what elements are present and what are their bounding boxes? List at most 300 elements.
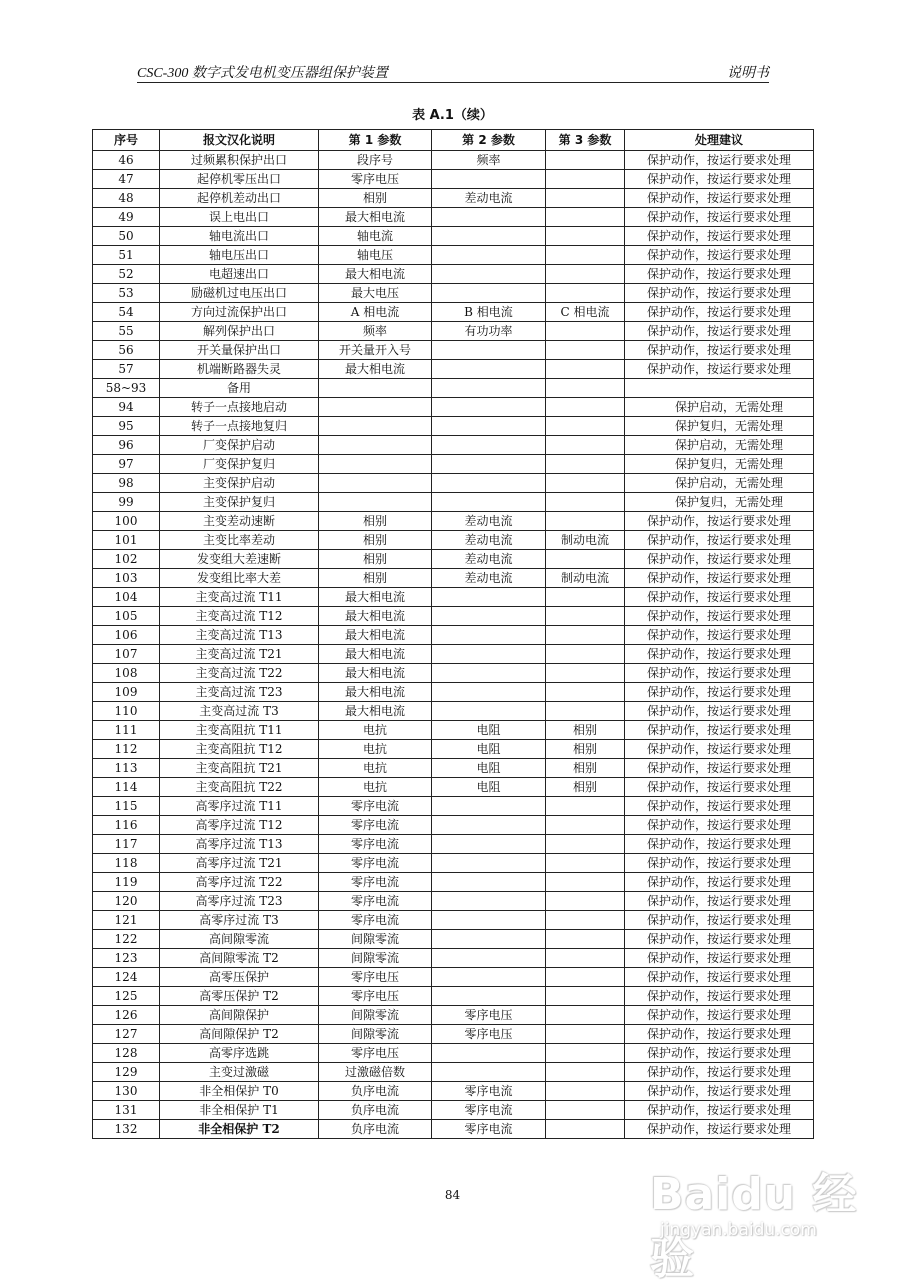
table-row [93,683,814,702]
cell-index: 113 [93,759,160,778]
cell-param3 [546,360,625,379]
table-row [93,1044,814,1063]
message-table [92,129,814,1139]
cell-index: 115 [93,797,160,816]
cell-param1: 零序电压 [319,170,432,189]
cell-param3: C 相电流 [546,303,625,322]
cell-description: 方向过流保护出口 [160,303,319,322]
cell-description: 转子一点接地复归 [160,417,319,436]
cell-suggestion: 保护动作，按运行要求处理 [625,626,814,645]
cell-param3 [546,645,625,664]
cell-index: 120 [93,892,160,911]
cell-index: 53 [93,284,160,303]
cell-param1: 相别 [319,512,432,531]
cell-param2 [432,246,546,265]
cell-param2: 零序电流 [432,1101,546,1120]
cell-description: 机端断路器失灵 [160,360,319,379]
cell-param2 [432,1044,546,1063]
table-row [93,379,814,398]
cell-suggestion: 保护动作，按运行要求处理 [625,816,814,835]
table-row [93,1063,814,1082]
cell-suggestion: 保护动作，按运行要求处理 [625,322,814,341]
cell-param3 [546,626,625,645]
cell-param2 [432,1063,546,1082]
cell-index: 112 [93,740,160,759]
cell-description: 励磁机过电压出口 [160,284,319,303]
cell-description: 厂变保护启动 [160,436,319,455]
cell-index: 98 [93,474,160,493]
cell-param3 [546,930,625,949]
cell-description: 过频累积保护出口 [160,151,319,170]
cell-suggestion: 保护动作，按运行要求处理 [625,987,814,1006]
table-row [93,227,814,246]
cell-param3 [546,455,625,474]
table-body [93,151,814,1139]
cell-description: 主变保护复归 [160,493,319,512]
cell-param2 [432,949,546,968]
cell-param2 [432,379,546,398]
table-row [93,170,814,189]
col-header-index: 序号 [93,130,160,151]
cell-param1: 过激磁倍数 [319,1063,432,1082]
cell-index: 110 [93,702,160,721]
cell-param2 [432,265,546,284]
cell-param1: 相别 [319,550,432,569]
cell-param3: 相别 [546,721,625,740]
table-header-row [93,130,814,151]
cell-description: 高间隙零流 T2 [160,949,319,968]
cell-description: 高零序过流 T23 [160,892,319,911]
cell-index: 125 [93,987,160,1006]
table-row [93,588,814,607]
cell-param1: 最大相电流 [319,588,432,607]
cell-description: 主变比率差动 [160,531,319,550]
cell-description: 主变高过流 T22 [160,664,319,683]
cell-param2 [432,588,546,607]
cell-param2: 零序电流 [432,1082,546,1101]
cell-param1: 最大相电流 [319,265,432,284]
table-row [93,474,814,493]
cell-suggestion: 保护动作，按运行要求处理 [625,1082,814,1101]
cell-param3 [546,550,625,569]
cell-index: 48 [93,189,160,208]
cell-index: 132 [93,1120,160,1139]
cell-suggestion: 保护动作，按运行要求处理 [625,170,814,189]
cell-param2: 电阻 [432,759,546,778]
cell-index: 123 [93,949,160,968]
cell-param1: 零序电流 [319,816,432,835]
cell-suggestion: 保护复归，无需处理 [625,455,814,474]
cell-suggestion: 保护动作，按运行要求处理 [625,512,814,531]
cell-index: 49 [93,208,160,227]
col-header-param1: 第 1 参数 [319,130,432,151]
cell-suggestion: 保护动作，按运行要求处理 [625,303,814,322]
cell-description: 高间隙保护 T2 [160,1025,319,1044]
cell-param3 [546,968,625,987]
cell-param2: B 相电流 [432,303,546,322]
cell-suggestion: 保护启动，无需处理 [625,436,814,455]
cell-param1 [319,417,432,436]
cell-param3 [546,702,625,721]
table-row [93,987,814,1006]
cell-index: 94 [93,398,160,417]
cell-param2 [432,170,546,189]
cell-param1: 最大相电流 [319,683,432,702]
cell-index: 101 [93,531,160,550]
cell-param2 [432,474,546,493]
table-row [93,930,814,949]
cell-param2 [432,398,546,417]
cell-suggestion: 保护复归，无需处理 [625,417,814,436]
cell-index: 99 [93,493,160,512]
cell-param1 [319,398,432,417]
cell-param1: 负序电流 [319,1101,432,1120]
table-row [93,398,814,417]
cell-index: 104 [93,588,160,607]
table-row [93,512,814,531]
cell-index: 128 [93,1044,160,1063]
cell-index: 124 [93,968,160,987]
cell-param1: 电抗 [319,778,432,797]
cell-param2 [432,873,546,892]
table-row [93,721,814,740]
table-row [93,1006,814,1025]
table-row [93,303,814,322]
cell-param3 [546,816,625,835]
table-row [93,322,814,341]
cell-description: 主变差动速断 [160,512,319,531]
cell-param3 [546,322,625,341]
cell-suggestion: 保护动作，按运行要求处理 [625,246,814,265]
cell-description: 厂变保护复归 [160,455,319,474]
cell-description: 高间隙保护 [160,1006,319,1025]
table-title: 表 A.1（续） [412,108,493,123]
cell-index: 102 [93,550,160,569]
cell-description: 主变高阻抗 T12 [160,740,319,759]
cell-param1 [319,455,432,474]
cell-param3 [546,341,625,360]
cell-suggestion: 保护动作，按运行要求处理 [625,759,814,778]
cell-description: 非全相保护 T0 [160,1082,319,1101]
cell-param1 [319,493,432,512]
cell-suggestion: 保护动作，按运行要求处理 [625,284,814,303]
cell-suggestion: 保护启动，无需处理 [625,398,814,417]
cell-description: 发变组大差速断 [160,550,319,569]
cell-param1: 电抗 [319,759,432,778]
cell-param2 [432,455,546,474]
table-row [93,873,814,892]
cell-description: 主变高阻抗 T22 [160,778,319,797]
table-row [93,1101,814,1120]
col-header-param3: 第 3 参数 [546,130,625,151]
cell-param3 [546,949,625,968]
cell-param3 [546,246,625,265]
col-header-description: 报文汉化说明 [160,130,319,151]
table-row [93,740,814,759]
cell-param2: 电阻 [432,740,546,759]
cell-index: 97 [93,455,160,474]
cell-description: 非全相保护 T2 [160,1120,319,1139]
cell-suggestion: 保护动作，按运行要求处理 [625,949,814,968]
cell-param1: 间隙零流 [319,930,432,949]
cell-param2 [432,702,546,721]
cell-description: 主变高过流 T21 [160,645,319,664]
cell-param2 [432,835,546,854]
cell-param2 [432,968,546,987]
cell-suggestion: 保护动作，按运行要求处理 [625,721,814,740]
cell-param3 [546,170,625,189]
cell-param1: 电抗 [319,740,432,759]
cell-suggestion: 保护动作，按运行要求处理 [625,1063,814,1082]
cell-index: 109 [93,683,160,702]
table-row [93,968,814,987]
cell-param2 [432,360,546,379]
table-row [93,949,814,968]
cell-index: 122 [93,930,160,949]
cell-description: 轴电流出口 [160,227,319,246]
cell-index: 126 [93,1006,160,1025]
cell-param2: 差动电流 [432,512,546,531]
cell-param2 [432,227,546,246]
cell-suggestion: 保护动作，按运行要求处理 [625,151,814,170]
cell-param3 [546,1120,625,1139]
cell-param3 [546,1101,625,1120]
table-row [93,417,814,436]
cell-param2 [432,626,546,645]
cell-index: 56 [93,341,160,360]
table-row [93,816,814,835]
cell-suggestion [625,379,814,398]
cell-param2: 差动电流 [432,569,546,588]
cell-description: 主变高阻抗 T11 [160,721,319,740]
cell-param2 [432,664,546,683]
cell-description: 高零压保护 T2 [160,987,319,1006]
cell-param3 [546,1082,625,1101]
cell-index: 100 [93,512,160,531]
table-row [93,607,814,626]
cell-param1: 零序电流 [319,854,432,873]
cell-suggestion: 保护动作，按运行要求处理 [625,607,814,626]
cell-param3 [546,588,625,607]
table-row [93,208,814,227]
table-row [93,911,814,930]
cell-suggestion: 保护动作，按运行要求处理 [625,208,814,227]
table-row [93,1082,814,1101]
cell-param1 [319,379,432,398]
cell-index: 114 [93,778,160,797]
cell-param1: 零序电流 [319,797,432,816]
cell-param3 [546,607,625,626]
cell-suggestion: 保护动作，按运行要求处理 [625,341,814,360]
cell-param1: 负序电流 [319,1120,432,1139]
cell-param2: 有功功率 [432,322,546,341]
cell-index: 131 [93,1101,160,1120]
cell-description: 解列保护出口 [160,322,319,341]
cell-param2: 零序电流 [432,1120,546,1139]
cell-suggestion: 保护动作，按运行要求处理 [625,1101,814,1120]
cell-index: 127 [93,1025,160,1044]
col-header-suggestion: 处理建议 [625,130,814,151]
cell-description: 轴电压出口 [160,246,319,265]
cell-suggestion: 保护启动，无需处理 [625,474,814,493]
cell-param3 [546,1006,625,1025]
table-row [93,1120,814,1139]
cell-description: 高零压保护 [160,968,319,987]
cell-param1: 零序电流 [319,873,432,892]
cell-param1: 最大相电流 [319,208,432,227]
cell-description: 主变保护启动 [160,474,319,493]
cell-description: 主变高过流 T23 [160,683,319,702]
cell-description: 起停机零压出口 [160,170,319,189]
table-row [93,835,814,854]
watermark-brand: Baidu 经验 [650,1169,858,1284]
cell-suggestion: 保护动作，按运行要求处理 [625,778,814,797]
cell-param2 [432,892,546,911]
cell-param3 [546,512,625,531]
cell-description: 高零序过流 T11 [160,797,319,816]
cell-param3 [546,854,625,873]
cell-param3: 相别 [546,740,625,759]
cell-param1: 轴电压 [319,246,432,265]
cell-param1: 零序电流 [319,892,432,911]
cell-description: 高零序过流 T21 [160,854,319,873]
cell-param2 [432,816,546,835]
cell-param3 [546,208,625,227]
cell-suggestion: 保护动作，按运行要求处理 [625,797,814,816]
cell-param2 [432,987,546,1006]
cell-suggestion: 保护动作，按运行要求处理 [625,835,814,854]
cell-suggestion: 保护动作，按运行要求处理 [625,740,814,759]
cell-param1: 零序电流 [319,911,432,930]
cell-description: 转子一点接地启动 [160,398,319,417]
cell-param1: 相别 [319,531,432,550]
cell-description: 起停机差动出口 [160,189,319,208]
cell-param1: 开关量开入号 [319,341,432,360]
cell-index: 117 [93,835,160,854]
table-row [93,151,814,170]
cell-param2 [432,417,546,436]
cell-param1 [319,436,432,455]
cell-suggestion: 保护动作，按运行要求处理 [625,550,814,569]
cell-index: 51 [93,246,160,265]
cell-suggestion: 保护动作，按运行要求处理 [625,189,814,208]
cell-description: 高零序过流 T13 [160,835,319,854]
cell-param3 [546,151,625,170]
cell-param3 [546,873,625,892]
cell-index: 57 [93,360,160,379]
watermark-url: jingyan.baidu.com [660,1220,817,1240]
table-row [93,569,814,588]
cell-suggestion: 保护动作，按运行要求处理 [625,702,814,721]
cell-description: 开关量保护出口 [160,341,319,360]
cell-suggestion: 保护动作，按运行要求处理 [625,930,814,949]
cell-description: 主变过激磁 [160,1063,319,1082]
cell-index: 52 [93,265,160,284]
cell-param3: 制动电流 [546,531,625,550]
cell-param2: 频率 [432,151,546,170]
cell-param2 [432,436,546,455]
table-row [93,702,814,721]
cell-param1: 相别 [319,189,432,208]
cell-param3 [546,797,625,816]
cell-param2 [432,607,546,626]
cell-param1: 最大相电流 [319,360,432,379]
table-row [93,531,814,550]
table-row [93,778,814,797]
cell-index: 107 [93,645,160,664]
cell-index: 108 [93,664,160,683]
cell-suggestion: 保护动作，按运行要求处理 [625,1006,814,1025]
col-header-param2: 第 2 参数 [432,130,546,151]
table-row [93,550,814,569]
table-row [93,436,814,455]
cell-param1: 最大相电流 [319,664,432,683]
cell-description: 高零序过流 T3 [160,911,319,930]
cell-suggestion: 保护动作，按运行要求处理 [625,892,814,911]
cell-index: 55 [93,322,160,341]
table-row [93,759,814,778]
cell-param3: 相别 [546,759,625,778]
cell-suggestion: 保护动作，按运行要求处理 [625,588,814,607]
cell-param1: 零序电压 [319,968,432,987]
cell-param2: 差动电流 [432,189,546,208]
cell-param2: 零序电压 [432,1025,546,1044]
cell-param2 [432,208,546,227]
cell-param1: 零序电流 [319,835,432,854]
cell-description: 高零序过流 T12 [160,816,319,835]
cell-param3 [546,1025,625,1044]
cell-suggestion: 保护动作，按运行要求处理 [625,911,814,930]
baidu-watermark [650,1150,860,1284]
cell-index: 105 [93,607,160,626]
table-row [93,455,814,474]
cell-description: 高零序过流 T22 [160,873,319,892]
cell-param3 [546,398,625,417]
cell-param2 [432,284,546,303]
page-number: 84 [444,1188,461,1202]
cell-param1: 最大相电流 [319,607,432,626]
cell-suggestion: 保护动作，按运行要求处理 [625,531,814,550]
cell-suggestion: 保护动作，按运行要求处理 [625,854,814,873]
cell-param1: 轴电流 [319,227,432,246]
cell-param1: 间隙零流 [319,1025,432,1044]
cell-param3 [546,1044,625,1063]
cell-param3 [546,664,625,683]
cell-param2 [432,854,546,873]
cell-param1: 零序电压 [319,987,432,1006]
cell-param1: A 相电流 [319,303,432,322]
cell-description: 非全相保护 T1 [160,1101,319,1120]
table-row [93,246,814,265]
cell-suggestion: 保护动作，按运行要求处理 [625,1025,814,1044]
cell-param2: 差动电流 [432,550,546,569]
cell-param1: 零序电压 [319,1044,432,1063]
cell-param3 [546,265,625,284]
cell-param2 [432,797,546,816]
table-row [93,854,814,873]
cell-suggestion: 保护动作，按运行要求处理 [625,683,814,702]
cell-suggestion: 保护动作，按运行要求处理 [625,1120,814,1139]
cell-description: 主变高过流 T3 [160,702,319,721]
header-divider [137,82,769,83]
cell-index: 116 [93,816,160,835]
cell-param3: 相别 [546,778,625,797]
cell-param2 [432,645,546,664]
cell-param1: 最大相电流 [319,626,432,645]
table-row [93,265,814,284]
cell-param2 [432,683,546,702]
cell-param2: 零序电压 [432,1006,546,1025]
